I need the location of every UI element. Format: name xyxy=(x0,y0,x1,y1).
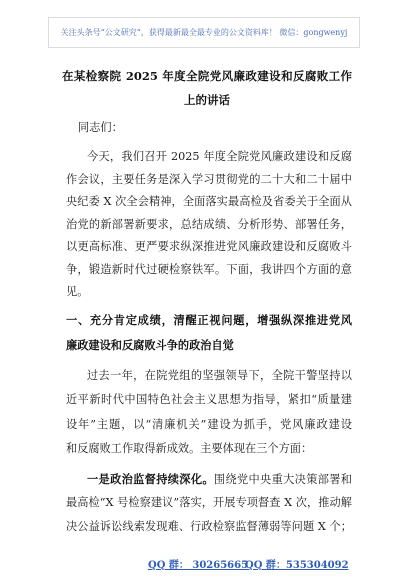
section-paragraph xyxy=(66,364,352,461)
paragraph-line: 设年”主题，以“清廉机关”建设为抓手，党风廉政建设 xyxy=(66,417,352,431)
section-heading-line: 一、充分肯定成绩，清醒正视问题，增强纵深推进党风 xyxy=(66,313,352,327)
page-header-banner xyxy=(48,17,360,48)
paragraph-line: 央纪委 X 次全会精神，全面落实最高检及省委关于全面从 xyxy=(66,195,352,208)
paragraph-line: 过去一年，在院党组的坚强领导下，全院干警坚持以 xyxy=(87,369,352,382)
point-lead-text: 一是政治监督持续深化。 xyxy=(87,472,214,486)
salutation: 同志们： xyxy=(78,121,123,134)
paragraph-line: 争，锻造新时代过硬检察铁军。下面，我讲四个方面的意 xyxy=(66,262,352,276)
paragraph-line: 见。 xyxy=(66,285,89,298)
paragraph-line: 和反腐败工作取得新成效。主要体现在三个方面： xyxy=(66,441,313,455)
qq-group-link[interactable]: QQ 群：535304092 xyxy=(245,560,349,571)
paragraph-line: 最高检“X 号检察建议”落实，开展专项督查 X 次，推动解 xyxy=(66,496,352,509)
header-promo-text: 关注头条号“公文研究”，获得最新最全最专业的公文资料库！ 微信：gongwenyj xyxy=(60,28,348,37)
document-title-line: 在某检察院 2025 年度全院党风廉政建设和反腐败工作 xyxy=(62,69,352,83)
paragraph-line xyxy=(66,467,352,491)
document-title-line: 上的讲话 xyxy=(184,93,230,107)
document-title xyxy=(62,64,352,112)
section-heading xyxy=(66,308,352,357)
paragraph-line: 今天，我们召开 2025 年度全院党风廉政建设和反腐 xyxy=(87,150,352,163)
point-paragraph xyxy=(66,467,352,539)
paragraph-line: 作会议，主要任务是深入学习贯彻党的二十大和二十届中 xyxy=(66,172,352,186)
point-body-text: 围绕党中央重大决策部署和 xyxy=(213,473,352,486)
paragraph-line: 决公益诉讼线索发现难、行政检察监督薄弱等问题 X 个； xyxy=(66,520,352,533)
paragraph-line: 治党的新部署新要求，总结成绩、分析形势、部署任务， xyxy=(66,217,352,231)
qq-group-link[interactable]: QQ 群： 30265665 xyxy=(148,560,249,571)
paragraph-line: 以更高标准、更严要求纵深推进党风廉政建设和反腐败斗 xyxy=(66,240,352,253)
opening-paragraph xyxy=(66,146,352,304)
section-heading-line: 廉政建设和反腐败斗争的政治自觉 xyxy=(66,337,234,352)
paragraph-line: 近平新时代中国特色社会主义思想为指导，紧扣“质量建 xyxy=(66,393,352,407)
